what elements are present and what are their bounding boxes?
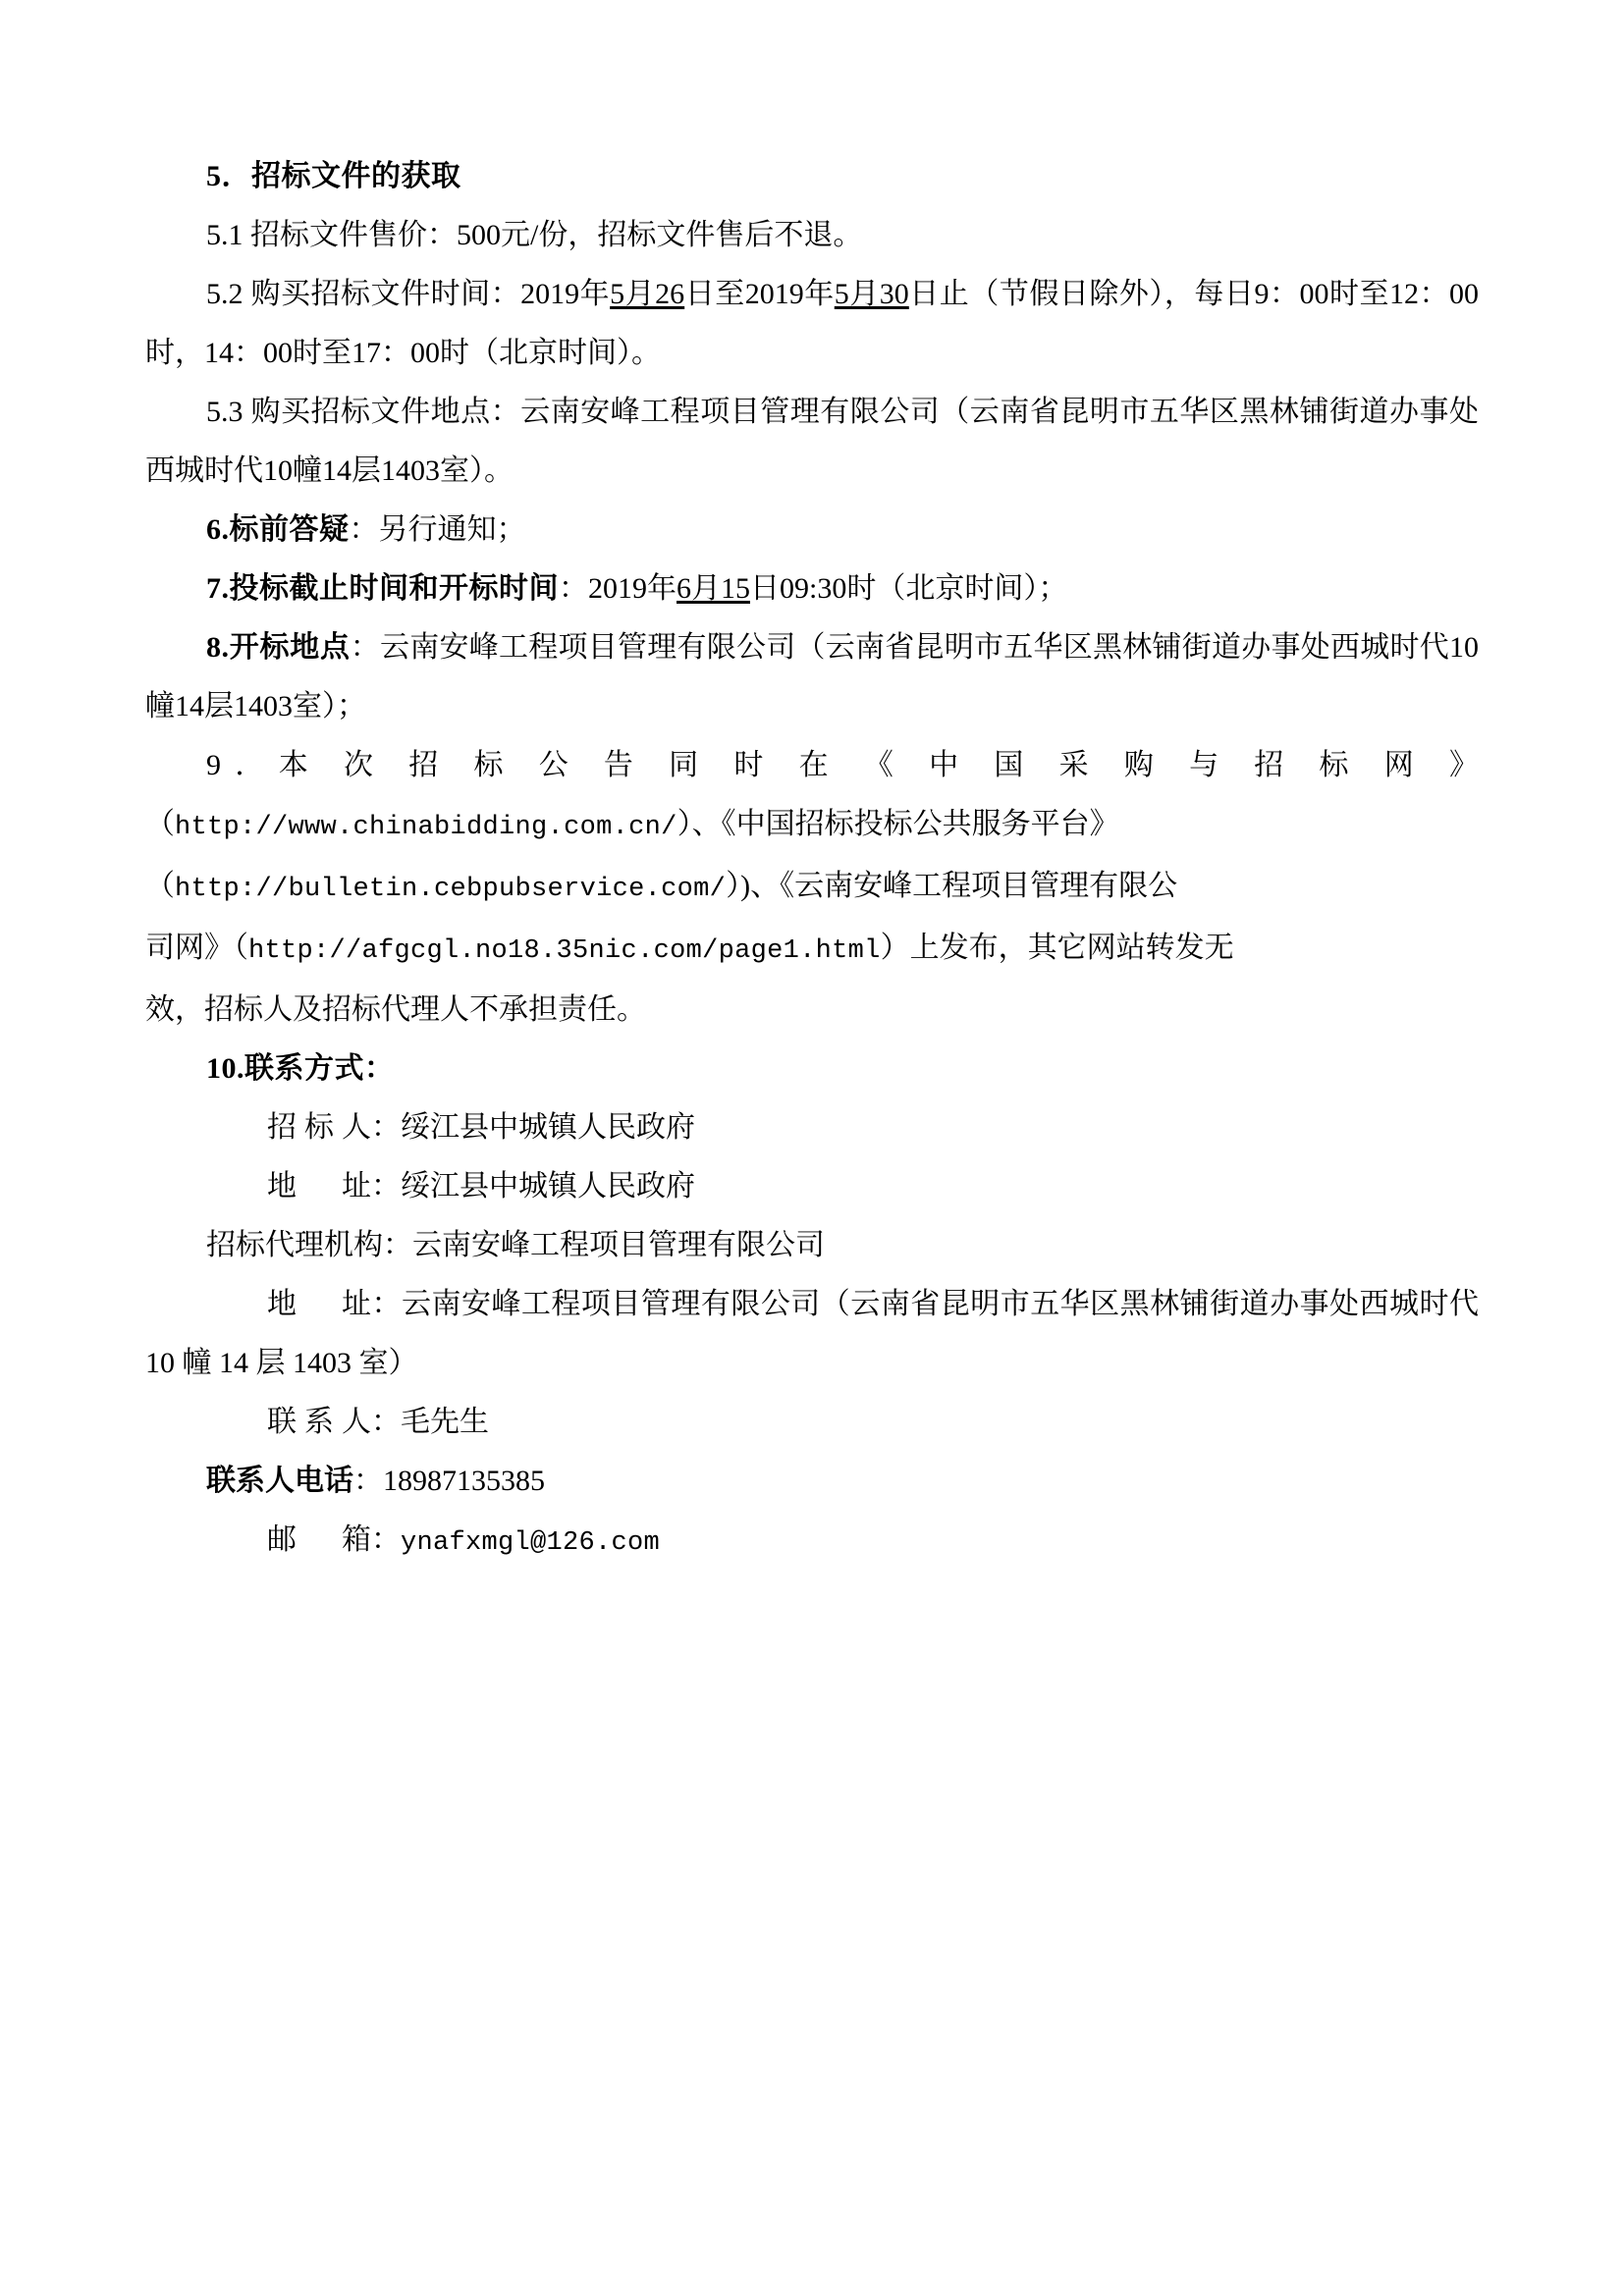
section-8	[145, 618, 1479, 736]
section-8-body: ：云南安峰工程项目管理有限公司（云南省昆明市五华区黑林铺街道办事处西城时代10幢14层1403室）；	[145, 631, 1479, 722]
section-9-line-4-head: 司网》（	[145, 932, 248, 964]
section-9-line-3	[145, 857, 1479, 919]
section-7-heading: 7.投标截止时间和开标时间	[206, 572, 559, 605]
contact-row-email: 邮箱：ynafxmgl@126.com	[145, 1511, 1479, 1573]
contact-row-bidder: 招标人：绥江县中城镇人民政府	[145, 1098, 1479, 1157]
url-chinabidding[interactable]: http://www.chinabidding.com.cn/	[175, 813, 677, 842]
section-9-text: 本 次 招 标 公 告 同 时 在 《 中 国 采 购 与 招 标 网 》	[278, 749, 1480, 781]
section-9-line-3-tail: ）)、《云南安峰工程项目管理有限公	[726, 870, 1178, 902]
document-body	[145, 147, 1479, 1573]
contact-label-bidder: 招标人	[267, 1111, 371, 1144]
contact-label-agency-address: 地址	[267, 1288, 371, 1320]
section-6-heading: 6.标前答疑	[206, 513, 350, 546]
section-6-body: ：另行通知；	[349, 513, 526, 546]
section-9-line-4	[145, 919, 1479, 981]
contact-row-person: 联系人：毛先生	[145, 1393, 1479, 1452]
contact-label-phone: 联系人电话	[206, 1465, 353, 1497]
section-9-line-2	[145, 795, 1479, 857]
contact-value-address: 绥江县中城镇人民政府	[401, 1170, 695, 1202]
section-7: 7.投标截止时间和开标时间：2019年6月15日09:30时（北京时间）；	[206, 572, 1068, 605]
contact-value-agency-address: 云南安峰工程项目管理有限公司（云南省昆明市五华区黑林铺街道办事处西城时代 10 幢 14 层 1403 室）	[145, 1288, 1480, 1379]
section-8-heading: 8.开标地点	[206, 631, 351, 664]
paragraph-5-2: 5.2 购买招标文件时间：2019年5月26日至2019年5月30日止（节假日除外），每日9：00时至12：00时，14：00时至17：00时（北京时间）。	[145, 278, 1480, 369]
paren-open: （	[145, 808, 175, 840]
section-9-line-5: 效，招标人及招标代理人不承担责任。	[145, 993, 646, 1026]
contact-value-email[interactable]: ynafxmgl@126.com	[401, 1528, 661, 1558]
section-9-number: 9．	[206, 749, 279, 781]
url-cebpubservice[interactable]: http://bulletin.cebpubservice.com/	[175, 875, 727, 904]
url-afgcgl[interactable]: http://afgcgl.no18.35nic.com/page1.html	[248, 936, 881, 966]
section-9-line-1	[145, 736, 1479, 795]
contact-row-address: 地址：绥江县中城镇人民政府	[145, 1157, 1479, 1216]
contact-label-agency: 招标代理机构	[206, 1229, 383, 1261]
contact-value-phone: 18987135385	[383, 1465, 545, 1497]
contact-label-address: 地址	[267, 1170, 371, 1202]
section-10-heading: 10.联系方式：	[206, 1052, 395, 1085]
contact-value-person: 毛先生	[401, 1406, 489, 1438]
contact-row-phone: 联系人电话：18987135385	[206, 1465, 545, 1497]
section-5-heading: 5．招标文件的获取	[206, 160, 461, 192]
section-6	[145, 501, 1479, 560]
section-9-line-4-tail: ）上发布，其它网站转发无	[880, 932, 1234, 964]
contact-label-email: 邮箱	[267, 1523, 371, 1556]
paren-open-2: （	[145, 870, 175, 902]
contact-value-bidder: 绥江县中城镇人民政府	[401, 1111, 695, 1144]
contact-label-person: 联系人	[267, 1406, 371, 1438]
paragraph-5-1: 5.1 招标文件售价：500元/份，招标文件售后不退。	[206, 219, 863, 251]
section-9-line-2-tail: ）、《中国招标投标公共服务平台》	[677, 808, 1119, 840]
contact-value-agency: 云南安峰工程项目管理有限公司	[412, 1229, 825, 1261]
contact-row-agency-address: 地址：云南安峰工程项目管理有限公司（云南省昆明市五华区黑林铺街道办事处西城时代 10 幢 14 层 1403 室）	[145, 1275, 1479, 1393]
paragraph-5-3: 5.3 购买招标文件地点：云南安峰工程项目管理有限公司（云南省昆明市五华区黑林铺街道办事处西城时代10幢14层1403室）。	[145, 396, 1479, 487]
contact-row-agency: 招标代理机构：云南安峰工程项目管理有限公司	[206, 1229, 825, 1261]
